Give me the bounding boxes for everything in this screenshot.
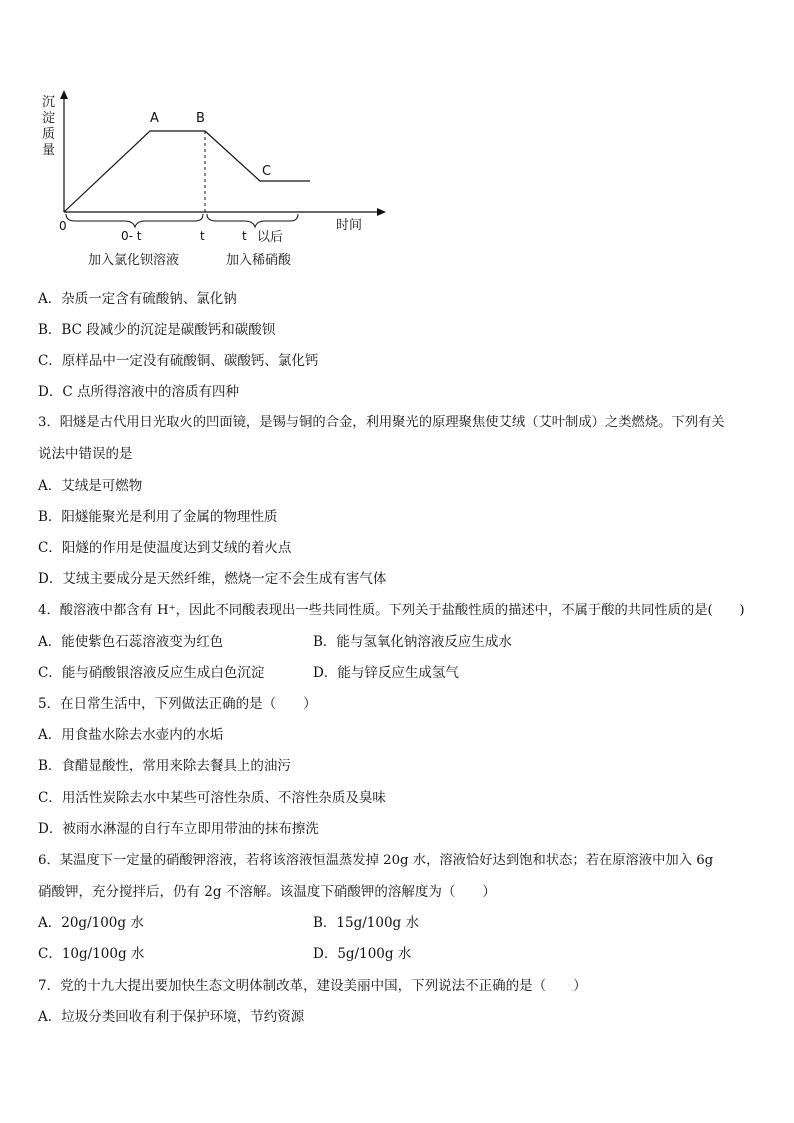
y-axis-arrow — [60, 90, 68, 99]
caption-right: 加入稀硝酸 — [226, 253, 292, 268]
y-axis-char: 质 — [42, 127, 56, 142]
q5-option-a: A．用食盐水除去水壶内的水垢 — [38, 727, 224, 743]
q6-option-c: C．10g/100g 水 — [38, 946, 145, 962]
q3-stem-line1: 3．阳燧是古代用日光取火的凹面镜，是锡与铜的合金，利用聚光的原理聚焦使艾绒（艾叶制成）之类燃烧。下列有关 — [38, 415, 725, 430]
y-axis-char: 沉 — [42, 95, 56, 110]
caption-left: 加入氯化钡溶液 — [88, 253, 180, 268]
x-axis-label: 时间 — [336, 218, 363, 233]
q2-option-d: D．C 点所得溶液中的溶质有四种 — [38, 384, 239, 400]
tick-label-mid: t — [200, 229, 205, 243]
q6-stem-line1: 6．某温度下一定量的硝酸钾溶液，若将该溶液恒温蒸发掉 20g 水，溶液恰好达到饱和状态；若在原溶液中加入 6g — [38, 853, 714, 868]
q2-option-c: C．原样品中一定没有硫酸铜、碳酸钙、氯化钙 — [38, 353, 319, 369]
precipitate-graph — [30, 84, 400, 274]
q7-stem: 7．党的十九大提出要加快生态文明体制改革，建设美丽中国，下列说法不正确的是（ ） — [38, 978, 587, 994]
q4-option-b: B．能与氢氧化钠溶液反应生成水 — [313, 634, 512, 650]
q6-option-a: A．20g/100g 水 — [38, 915, 144, 931]
brace-left — [66, 214, 203, 227]
y-axis-char: 淀 — [42, 111, 56, 126]
tick-label-left: 0- t — [121, 229, 142, 243]
point-label-b: B — [196, 111, 205, 126]
q4-stem: 4．酸溶液中都含有 H⁺，因此不同酸表现出一些共同性质。下列关于盐酸性质的描述中，不属于酸的共同性质的是( ) — [38, 603, 745, 618]
origin-label: 0 — [59, 219, 67, 233]
q3-option-d: D．艾绒主要成分是天然纤维，燃烧一定不会生成有害气体 — [38, 571, 387, 587]
tick-label-right-suffix: 以后 — [257, 230, 284, 245]
q4-option-c: C．能与硝酸银溶液反应生成白色沉淀 — [38, 665, 265, 681]
q6-option-b: B．15g/100g 水 — [313, 915, 419, 931]
q4-option-a: A．能使紫色石蕊溶液变为红色 — [38, 634, 224, 650]
q5-stem: 5．在日常生活中，下列做法正确的是（ ） — [38, 696, 317, 712]
x-axis-arrow — [377, 208, 386, 216]
point-label-a: A — [150, 111, 159, 126]
q5-option-b: B．食醋显酸性，常用来除去餐具上的油污 — [38, 758, 291, 774]
q4-option-d: D．能与锌反应生成氢气 — [313, 665, 459, 681]
q5-option-d: D．被雨水淋湿的自行车立即用带油的抹布擦洗 — [38, 821, 319, 837]
q3-option-c: C．阳燧的作用是使温度达到艾绒的着火点 — [38, 540, 292, 556]
q3-option-a: A．艾绒是可燃物 — [38, 478, 143, 494]
q2-option-b: B．BC 段减少的沉淀是碳酸钙和碳酸钡 — [38, 322, 276, 338]
q6-option-d: D．5g/100g 水 — [313, 946, 412, 962]
tick-label-right: t — [242, 229, 247, 243]
point-label-c: C — [262, 164, 272, 179]
precipitate-curve — [64, 131, 310, 212]
q6-stem-line2: 硝酸钾，充分搅拌后，仍有 2g 不溶解。该温度下硝酸钾的溶解度为（ ） — [38, 884, 496, 900]
brace-right — [207, 214, 298, 227]
q2-option-a: A．杂质一定含有硫酸钠、氯化钠 — [38, 291, 237, 307]
q3-option-b: B．阳燧能聚光是利用了金属的物理性质 — [38, 509, 278, 525]
q5-option-c: C．用活性炭除去水中某些可溶性杂质、不溶性杂质及臭味 — [38, 790, 386, 806]
y-axis-char: 量 — [42, 143, 56, 158]
q3-stem-line2: 说法中错误的是 — [38, 446, 133, 462]
q7-option-a: A．垃圾分类回收有利于保护环境，节约资源 — [38, 1009, 305, 1025]
